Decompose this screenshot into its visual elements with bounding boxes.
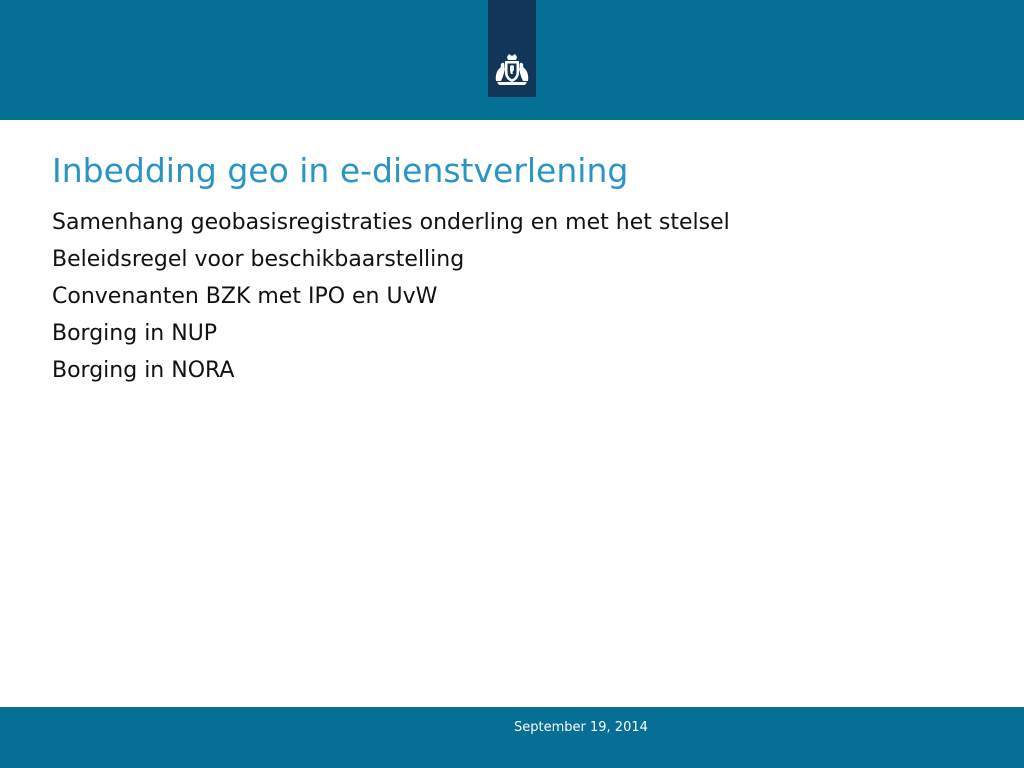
bullet-item: Beleidsregel voor beschikbaarstelling [52,247,465,272]
header-bar [0,0,1024,120]
slide-title: Inbedding geo in e-dienstverlening [52,151,629,190]
footer-date: September 19, 2014 [514,720,648,735]
bullet-item: Borging in NUP [52,321,218,346]
footer-bar [0,707,1024,768]
bullet-item: Borging in NORA [52,358,235,383]
bullet-item: Samenhang geobasisregistraties onderling en met het stelsel [52,210,730,235]
bullet-item: Convenanten BZK met IPO en UvW [52,284,438,309]
coat-of-arms-icon [492,53,532,87]
logo-ribbon [488,0,536,97]
bullet-list [52,204,730,389]
